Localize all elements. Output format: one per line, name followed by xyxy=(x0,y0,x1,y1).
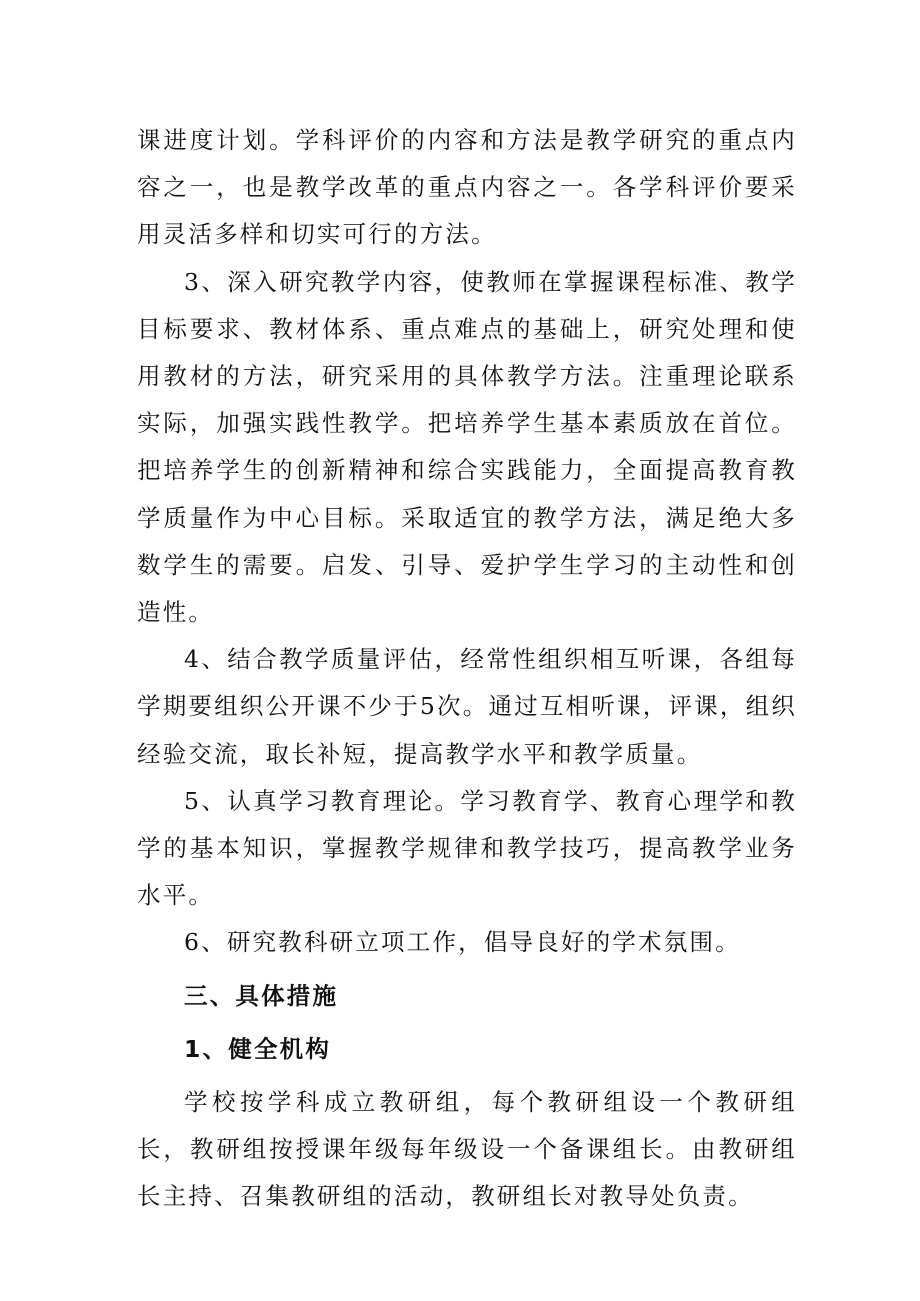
paragraph-item-5: 5、认真学习教育理论。学习教育学、教育心理学和教学的基本知识，掌握教学规律和教学技巧，提高教学业务水平。 xyxy=(137,786,797,910)
paragraph-item-4: 4、结合教学质量评估，经常性组织相互听课，各组每学期要组织公开课不少于5次。通过互相听课，评课，组织经验交流，取长补短，提高教学水平和教学质量。 xyxy=(137,645,797,768)
paragraph-item-3: 3、深入研究教学内容，使教师在掌握课程标准、教学目标要求、教材体系、重点难点的基础上，研究处理和使用教材的方法，研究采用的具体教学方法。注重理论联系实际，加强实践性教学。把培养学生基本素质放在首位。把培养学生的创新精神和综合实践能力，全面提高教育教学质量作为中心目标。采取适宜的教学方法，满足绝大多数学生的需要。启发、引导、爱护学生学习的主动性和创造性。 xyxy=(137,267,797,627)
subsection-heading-organization: 1、健全机构 xyxy=(184,1034,332,1063)
document-body xyxy=(137,117,797,1221)
section-heading-measures: 三、具体措施 xyxy=(184,981,339,1010)
paragraph-item-6: 6、研究教科研立项工作，倡导良好的学术氛围。 xyxy=(184,928,741,957)
paragraph-continuation: 课进度计划。学科评价的内容和方法是教学研究的重点内容之一，也是教学改革的重点内容之一。各学科评价要采用灵活多样和切实可行的方法。 xyxy=(137,126,797,249)
paragraph-organization: 学校按学科成立教研组，每个教研组设一个教研组长，教研组按授课年级每年级设一个备课组长。由教研组长主持、召集教研组的活动，教研组长对教导处负责。 xyxy=(137,1088,797,1211)
